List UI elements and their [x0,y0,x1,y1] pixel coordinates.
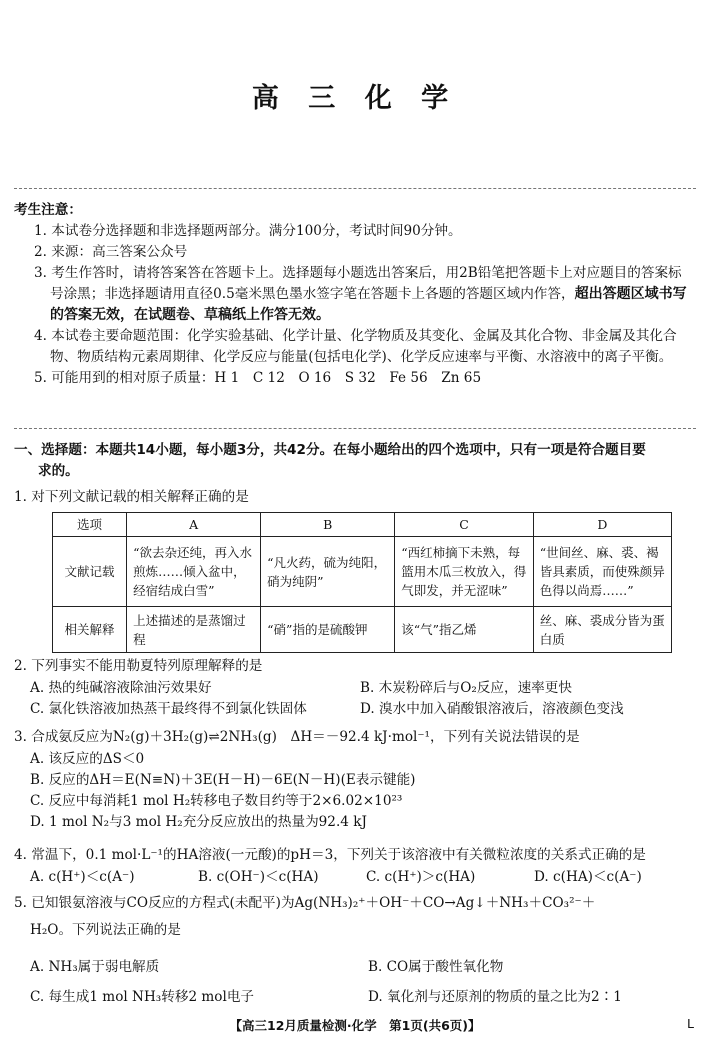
option-b: B. c(OH⁻)＜c(HA) [198,869,319,885]
table-cell: 上述描述的是蒸馏过程 [127,607,261,653]
notice-item: 5. 可能用到的相对原子质量：H 1 C 12 O 16 S 32 Fe 56 Zn 65 [34,370,482,386]
section-line: 求的。 [38,463,79,479]
option-a: A. 热的纯碱溶液除油污效果好 [30,680,212,696]
divider [14,428,696,429]
option-c: C. 每生成1 mol NH₃转移2 mol电子 [30,989,255,1005]
page-footer [0,1016,710,1034]
option-b: B. CO属于酸性氧化物 [368,959,504,975]
notice-emphasis: 超出答题区域书写的答案无效，在试题卷、草稿纸上作答无效。 [50,286,687,323]
table-cell: “欲去杂还纯，再入水煎炼……倾入盆中，经宿结成白雪” [127,537,261,607]
option-b: B. 反应的ΔH＝E(N≡N)＋3E(H－H)－6E(N－H)(E表示键能) [30,772,416,788]
option-b: B. 木炭粉碎后与O₂反应，速率更快 [360,680,572,696]
table-row-label: 相关解释 [53,607,127,653]
divider [14,188,696,189]
question-5-line: 5. 已知银氨溶液与CO反应的方程式(未配平)为Ag(NH₃)₂⁺＋OH⁻＋CO→Ag↓＋NH₃＋CO₃²⁻＋ [14,895,596,911]
question-2-stem: 2. 下列事实不能用勒夏特列原理解释的是 [14,658,263,674]
option-c: C. 反应中每消耗1 mol H₂转移电子数目约等于2×6.02×10²³ [30,793,403,809]
notice-item-text: 3. 考生作答时，请将答案答在答题卡上。选择题每小题选出答案后，用2B铅笔把答题卡上对应题目的答案标号涂黑；非选择题请用直径0.5毫米黑色墨水签字笔在答题卡上各题的答题区域内作答， [34,265,682,302]
notice-heading: 考生注意： [14,202,82,218]
notice-block [14,200,694,389]
exam-title: 高 三 化 学 [251,83,459,114]
question-5-line: H₂O。下列说法正确的是 [30,922,181,938]
option-d: D. 溴水中加入硝酸银溶液后，溶液颜色变浅 [360,701,624,717]
footer-mark: L [687,1016,694,1031]
option-c: C. 氯化铁溶液加热蒸干最终得不到氯化铁固体 [30,701,307,717]
question-5-stem [14,893,699,941]
notice-item: 1. 本试卷分选择题和非选择题两部分。满分100分，考试时间90分钟。 [34,223,462,239]
question-3-stem: 3. 合成氨反应为N₂(g)＋3H₂(g)⇌2NH₃(g) ΔH＝－92.4 kJ·mol⁻¹，下列有关说法错误的是 [14,729,580,745]
question-1-table [52,512,672,653]
question-4-options [30,867,690,888]
notice-item [14,263,694,326]
question-5-options [30,952,690,1012]
question-1-stem: 1. 对下列文献记载的相关解释正确的是 [14,489,249,505]
table-cell: “西红柿摘下未熟，每篮用木瓜三枚放入，得气即发，并无涩味” [395,537,534,607]
table-header-cell: D [533,513,671,537]
option-d: D. 氧化剂与还原剂的物质的量之比为2∶1 [368,989,622,1005]
notice-item: 2. 来源：高三答案公众号 [34,244,188,260]
footer-text: 【高三12月质量检测·化学 第1页(共6页)】 [229,1018,481,1033]
table-cell: 丝、麻、裘成分皆为蛋白质 [533,607,671,653]
option-d: D. 1 mol N₂与3 mol H₂充分反应放出的热量为92.4 kJ [30,814,367,830]
table-row-label: 文献记载 [53,537,127,607]
table-cell: “硝”指的是硫酸钾 [261,607,395,653]
option-a: A. c(H⁺)＜c(A⁻) [30,869,135,885]
option-a: A. 该反应的ΔS＜0 [30,751,145,767]
option-d: D. c(HA)＜c(A⁻) [534,869,642,885]
table-cell: “凡火药，硫为纯阳，硝为纯阴” [261,537,395,607]
table-header-cell: B [261,513,395,537]
section-heading [14,440,699,482]
option-a: A. NH₃属于弱电解质 [30,959,160,975]
table-header-cell: 选项 [53,513,127,537]
question-3-options [30,749,690,833]
table-cell: “世间丝、麻、裘、褐皆具素质，而使殊颜异色得以尚焉……” [533,537,671,607]
question-4-stem: 4. 常温下，0.1 mol·L⁻¹的HA溶液(一元酸)的pH＝3，下列关于该溶液中有关微粒浓度的关系式正确的是 [14,847,646,863]
table-header-cell: A [127,513,261,537]
section-line: 一、选择题：本题共14小题，每小题3分，共42分。在每小题给出的四个选项中，只有一项是符合题目要 [14,442,646,458]
option-c: C. c(H⁺)＞c(HA) [366,869,476,885]
notice-item: 4. 本试卷主要命题范围：化学实验基础、化学计量、化学物质及其变化、金属及其化合物、非金属及其化合物、物质结构元素周期律、化学反应与能量(包括电化学)、化学反应速率与平衡、水溶液中的离子平衡。 [34,328,677,365]
question-2-options [30,678,690,720]
table-header-cell: C [395,513,534,537]
table-cell: 该“气”指乙烯 [395,607,534,653]
